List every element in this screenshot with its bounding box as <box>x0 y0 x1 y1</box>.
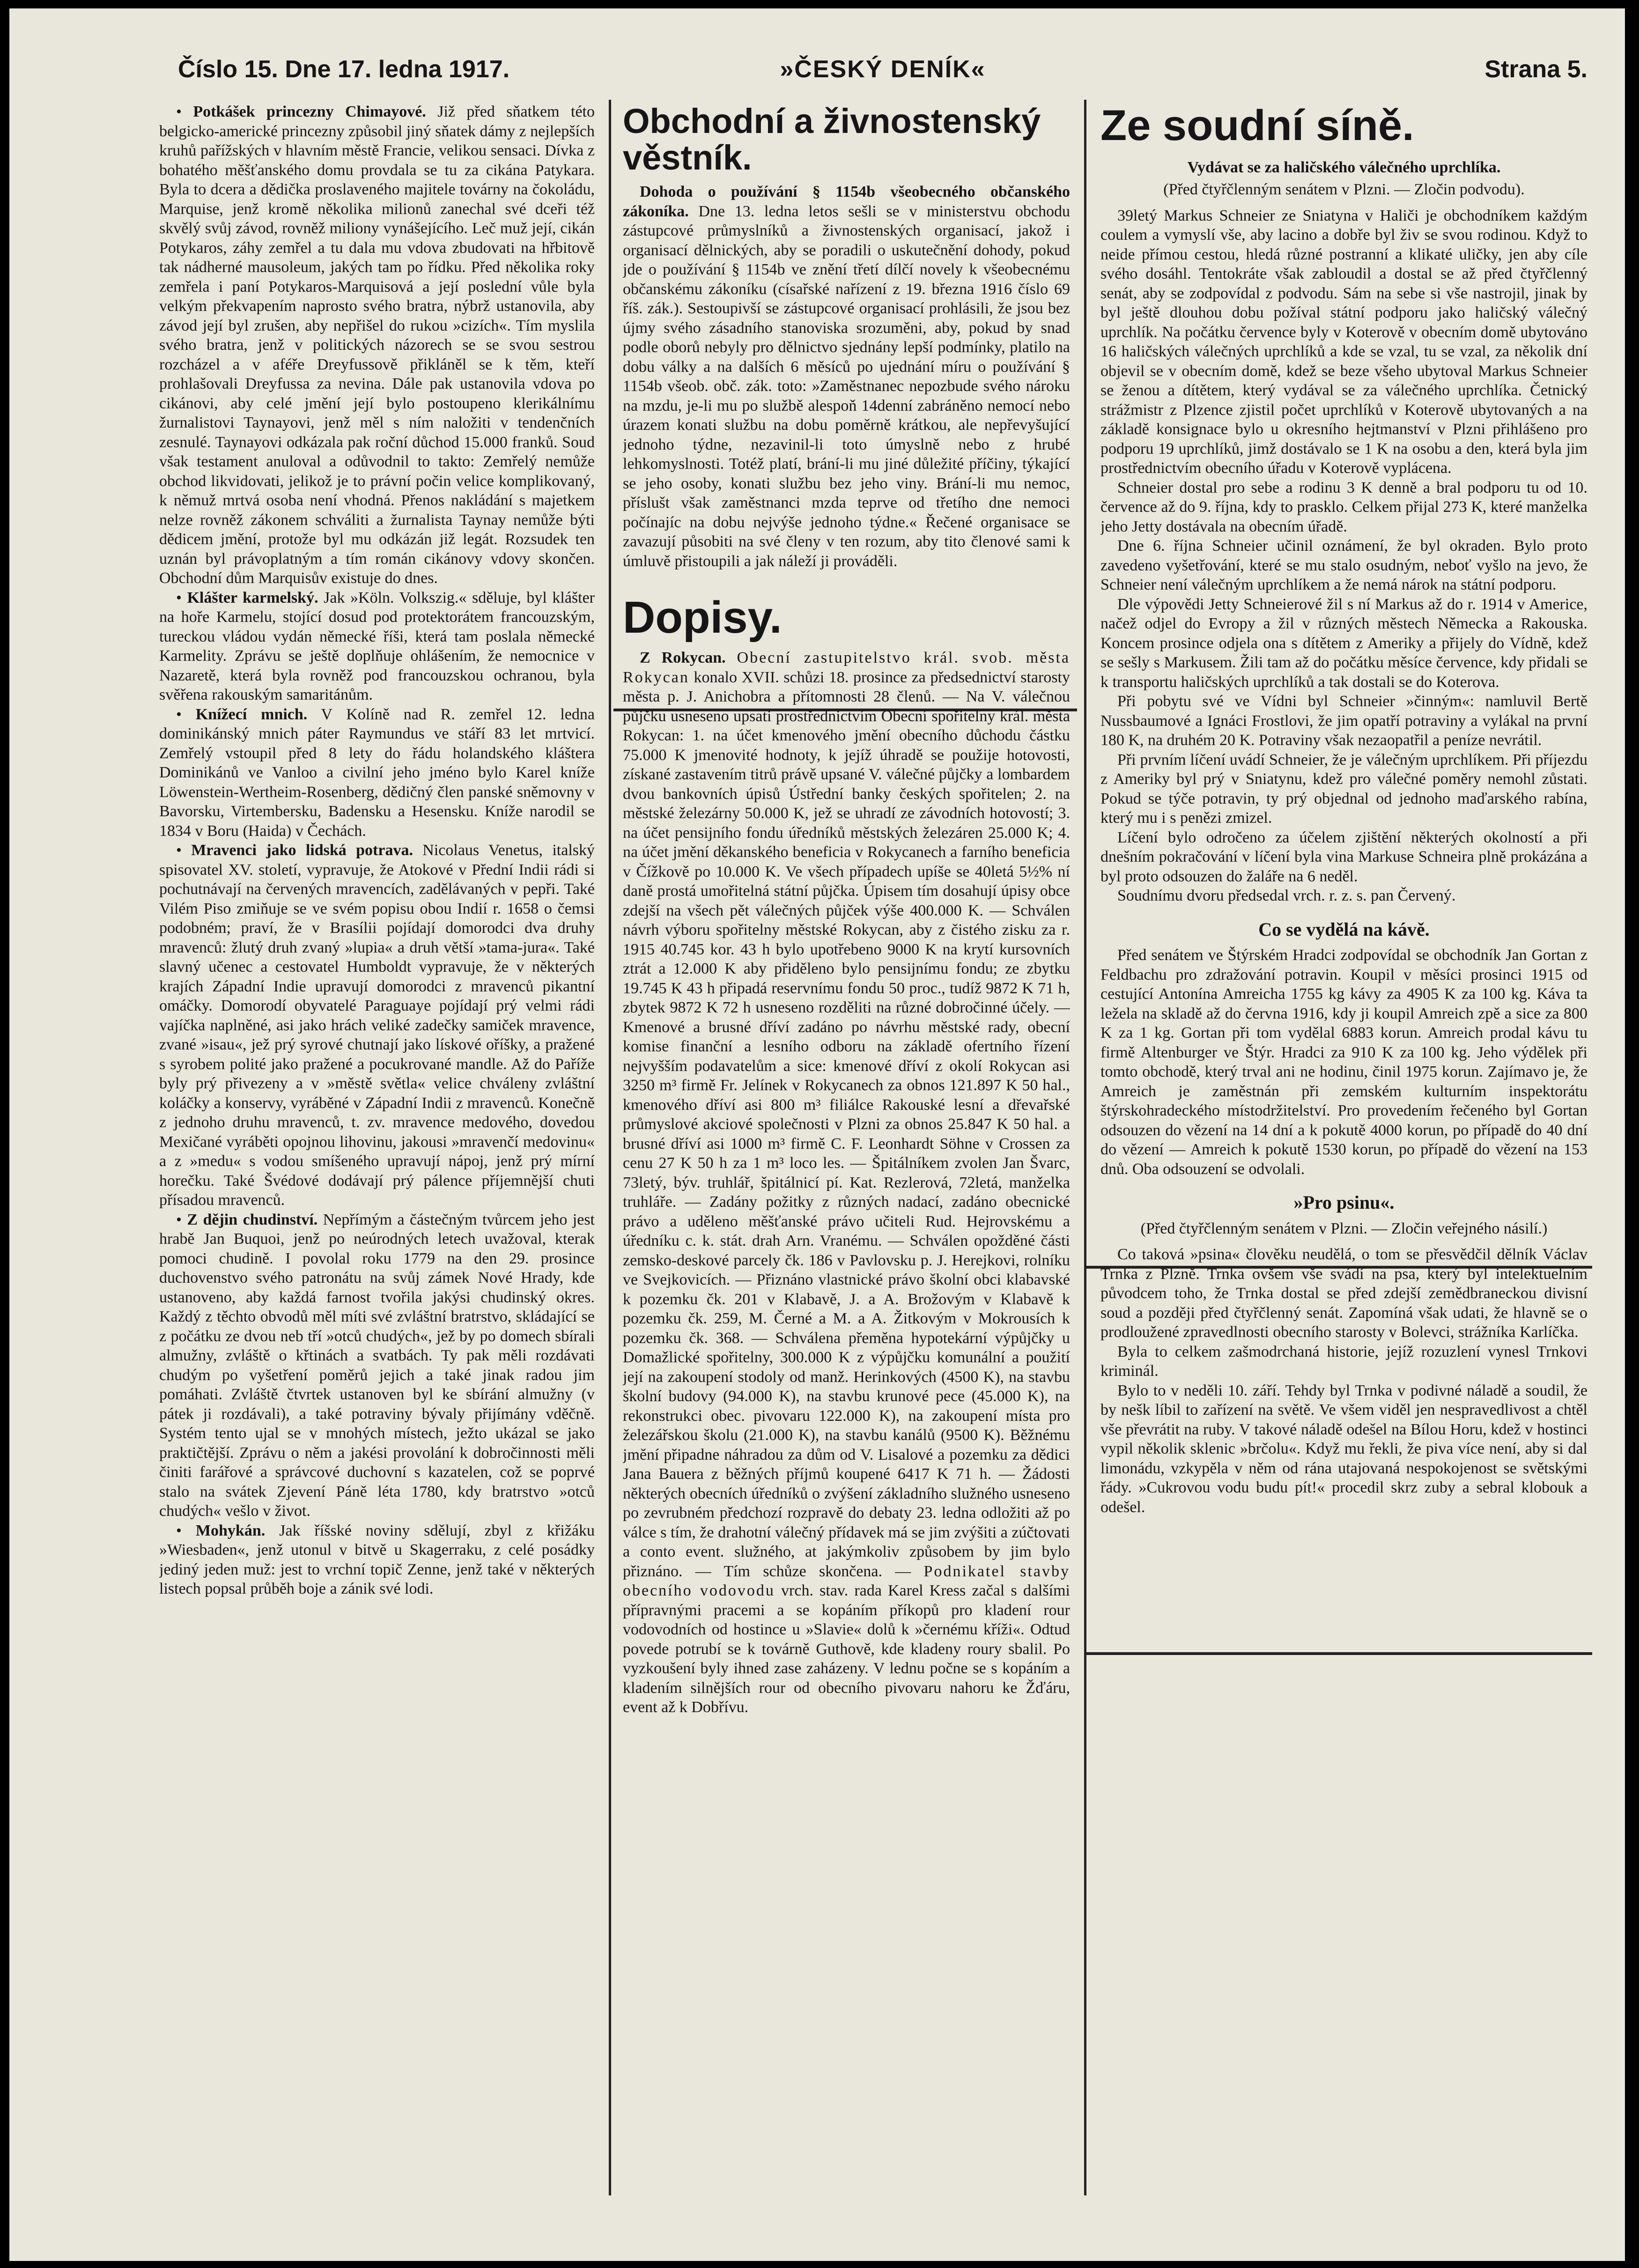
newspaper-masthead: »ČESKÝ DENÍK« <box>780 56 986 83</box>
article-paragraph: Bylo to v neděli 10. září. Tehdy byl Trnka v podivné náladě a soudil, že by nešk líbil to zařízení na světě. Ve všem viděl jen nespravedlivost a chtěl vše převrátit na ruby. V takové náladě odešel na Bílou Horu, kdež v hostinci vypil několik sklenic »brčolu«. Když mu řekli, že piva více není, aby si dal limonádu, vzkypěla v něm od rána utajovaná nespokojenost se světskými řády. »Cukrovou vodu budu pít!« procedil skrz zuby a sebral klobouk a odešel. <box>1100 1381 1587 1516</box>
section-heading: Ze soudní síně. <box>1100 102 1414 149</box>
article-title: Z dějin chudinství. <box>187 1211 318 1228</box>
article-paragraph: 39letý Markus Schneier ze Sniatyna v Haliči je obchodníkem každým coulem a vymyslí vše, aby lacino a dobře byl živ se svou rodinou. Když to neide přímou cestou, hledá různé postranní a klikaté uličky, jen aby cíle svého dosáhl. Tentokráte však zabloudil a dostal se až před čtyřčlenný senát, aby se zodpovídal z podvodu. Sám na sebe si vše nastrojil, jinak by byl ještě dlouhou dobu požíval státní podporu jako haličský válečný uprchlík. Na počátku července byly v Koterově v obecním domě ubytováno 16 haličských válečných uprchlíků a kde se vzal, tu se vzal, za několik dní objevil se v obecním domě, kdež se beze všeho ubytoval Markus Schneier se ženou a dítětem, který vydával se za válečného uprchlíka. Četnický strážmistr z Plzence zjistil počet uprchlíků v Koterově ubytovaných a na základě konsignace bylo u okresního hejtmanství v Plzni přihlášeno pro podporu 19 uprchlíků, jimž dostávalo se 1 K na osobu a den, která byla jim prostřednictvím obecního úřadu v Koterově vyplácena. <box>1100 207 1587 477</box>
article-paragraph: Před senátem ve Štýrském Hradci zodpovídal se obchodník Jan Gortan z Feldbachu pro zdražování potravin. Koupil v měsíci prosinci 1915 od cestující Antonína Amreicha 1755 kg kávy za 4905 K za 100 kg. Káva ta ležela na skladě až do června 1916, kdy ji koupil Amreich zpě a sice za 800 K za 1 kg. Gortan při tom vydělal 6883 korun. Amreich prodal kávu tu firmě Altenburger ve Štýr. Hradci za 910 K za 100 kg. Jeho výdělek při tomto obchodě, který trval ani ne hodinu, činil 1975 korun. Zajímavo je, že Amreich je zaměstnán při zemském kulturním inspektorátu štýrskohradeckého místodržitelství. Pro provedením řečeného byl Gortan odsouzen do vězení na 14 dní a k pokutě 4000 korun, po případě do 40 dní do vězení — Amreich k pokutě 1530 korun, po případě do vězení na 153 dnů. Oba odsouzení se odvolali. <box>1100 946 1587 1178</box>
article-title: Co se vydělá na kávě. <box>1258 918 1430 940</box>
article-paragraph: • Klášter karmelský. Jak »Köln. Volkszig.« sděluje, byl klášter na hoře Karmelu, stojící dosud pod protektorátem francouzským, tureckou vládou vydán německé říši, která tam poslala německé Karmelity. Zprávu se ještě doplňuje ohlášením, že nemocnice v Nazaretě, která byla rovněž pod francouzskou ochranou, byla svěřena rakouským samaritánům. <box>159 589 595 703</box>
article-title: Klášter karmelský. <box>187 589 318 606</box>
article-paragraph: • Potkášek princezny Chimayové. Již před sňatkem této belgicko-americké princezny způsobil jiný sňatek dámy z nejlepších kruhů pařížských v hlavním městě Francie, velikou sensaci. Dívka z bohatého měšťanského domu provdala se tu za cikána Patykara. Byla to dcera a dědička proslaveného majitele továrny na čokoládu, Marquise, jenž kromě několika milionů zanechal své dceři též skvělý svůj závod, rovněž miliony vynášejícího. Leč muž její, cikán Potykaros, záhy zemřel a tu dala mu vdova zbudovati na hřbitově tak nádherné mausoleum, jakých tam po řídku. Před několika roky zemřela i paní Potykaros-Marquisová a její poslední vůle byla velkým překvapením naprosto svého bratra, nýbrž ustanovila, aby závod její byl zrušen, aby nepřišel do rukou »cizích«. Tím myslila svého bratra, jenž v politických názorech se se svou sestrou rozcházel a v aféře Dreyfussově přikláněl se k těm, kteří prohlašovali Dreyfussa za nevina. Dále pak ustanovila vdova po cikánovi, aby celé jmění její bylo postoupeno klerikálnímu žurnalistovi Taynayovi, jenž měl s ním naložiti v tendenčních zesnulé. Taynayovi odkázala pak roční důchod 15.000 franků. Soud však testament anuloval a odůvodnil to takto: Zemřelý nemůže obchod likvidovati, jelikož je to právní počin velice komplikovaný, k němuž mrtvá osoba není vhodná. Přenos nakládání s majetkem nelze rovněž zákonem schváliti a žurnalista Taynay nemůže býti dědicem jmění, protože byl mu odkázán již legát. Rozsudek ten uznán byl právoplatným a tím román cikánovy vdovy skončen. Obchodní dům Marquisův existuje do dnes. <box>159 103 595 587</box>
article-paragraph: Schneier dostal pro sebe a rodinu 3 K denně a bral podporu tu od 10. července až do 9. října, kdy to prasklo. Celkem přijal 273 K, které manželka jeho Jetty dostávala na obecním úřadě. <box>1100 479 1587 535</box>
page-header <box>178 55 1587 97</box>
section-heading: Dopisy. <box>623 592 782 643</box>
article-paragraph <box>623 648 1070 1717</box>
column-rule <box>609 100 611 2195</box>
column-rule <box>1084 100 1086 2195</box>
article-paragraph: • Z dějin chudinství. Nepřímým a částečným tvůrcem jeho jest hrabě Jan Buquoi, jenž po neúrodných letech uvažoval, kterak pomoci chudině. I povolal roku 1779 na den 29. prosince duchovenstvo svého patronátu na svůj zámek Nové Hrady, kde ustanoveno, aby každá farnost tvořila jakýsi chudinský okres. Každý z těchto obvodů měl míti své zvláštní bratrstvo, skládající se z počátku ze dvou neb tří »otců chudých«, jež by po domech sbírali almužny, zvláště o křtinách a svatbách. Ty pak měli rozdávati chudým po vyšetření poměrů jejich a také jinak radou jim pomáhati. Zvláště čtvrtek ustanoven byl ke sbírání almužny (v pátek ji rozdávali), a také potraviny bývaly přijímány vděčně. Systém tento ujal se v mnohých místech, ježto ukázal se jako praktičtější. Zprávu o něm a jakési provolání k dobročinnosti měli činiti farářové a správcové duchovní s kazatelen, což se poprvé stalo na svátek Zjevení Páně léta 1780, kdy bratrstvo »otců chudých« vešlo v život. <box>159 1211 595 1520</box>
article-text: Nicolaus Venetus, italský spisovatel XV. století, vypravuje, že Atokové v Přední Indii rádi si pochutnávají na červených mravencích, zadělávaných v pepři. Také Vilém Piso zmiňuje se ve svém popisu obou Indií r. 1658 o čemsi podobném; praví, že v Brasílii pojídají domorodci dva druhy mravenců: žlutý druh zvaný »lupia« a druh větší »tama-jura«. Také slavný učenec a cestovatel Humboldt vypravuje, že v některých krajích Západní Indie upravují domorodci z mravenců pikantní omáčky. Domorodí obyvatelé Paraguaye pojídají prý velmi rádi vajíčka naplněné, asi jako hrách veliké zadečky samiček mravence, zvané »isau«, jež prý syrové chutnají jako lískové oříšky, a pražené s syrobem polité jako pražené a pocukrované mandle. Až do Paříže byly prý přivezeny a v »městě světla« velice chváleny zvláštní koláčky a konservy, vyráběné v Západní Indii z mravenců. Konečně z jednoho druhu mravenců, t. zv. mravence medového, dovedou Mexičané vyráběti opojnou lihovinu, jakousi »mravenčí medovinu« a z »medu« s vodou smíšeného upravují nápoj, jenž prý mírní horečku. Také Švédové dodávají prý pálence příjemnější chuti přísadou mravenců. <box>159 842 595 1209</box>
article-title: Mohykán. <box>195 1522 266 1539</box>
article-paragraph: • Knížecí mnich. V Kolíně nad R. zemřel 12. ledna dominikánský mnich páter Raymundus ve stáří 83 let mrtvicí. Zemřelý vstoupil před 8 lety do řádu holandského kláštera Dominikánů ve Vanloo a civilní jeho jméno bylo Karel kníže Löwenstein-Wertheim-Rosenberg, dědičný člen panské sněmovny v Bavorsku, Virtembersku, Badensku a Hesensku. Kníže narodil se 1834 v Boru (Haida) v Čechách. <box>159 705 595 840</box>
article-paragraph: Líčení bylo odročeno za účelem zjištění některých okolností a při dnešním pokračování v líčení byla vina Markuse Schneira plně prokázána a byl proto odsouzen do žaláře na 6 neděl. <box>1100 828 1587 885</box>
article-paragraph <box>623 182 1070 571</box>
court-note: (Před čtyřčlenným senátem v Plzni. — Zločin podvodu). <box>1163 181 1525 199</box>
article-paragraph: Při prvním líčení uvádí Schneier, že je válečným uprchlíkem. Při příjezdu z Ameriky byl prý v Sniatynu, kdež pro válečné poměry nemohl zůstati. Pokud se týče potravin, ty prý objednal od jednoho maďarského rabína, který mu i s penězi zmizel. <box>1100 751 1587 827</box>
article-title: Mravenci jako lidská potrava. <box>191 842 413 859</box>
article-text: Obecní zastupitelstvo král. svob. města Rokycan <box>623 649 1070 686</box>
article-paragraph: • Mravenci jako lidská potrava. Nicolaus Venetus, italský spisovatel XV. století, vypravuje, že Atokové v Přední Indii rádi si pochutnávají na červených mravencích, zadělávaných v pepři. Také Vilém Piso zmiňuje se ve svém popisu obou Indií r. 1658 o čemsi podobném; praví, že v Brasílii pojídají domorodci dva druhy mravenců: žlutý druh zvaný »lupia« a druh větší »tama-jura«. Také slavný učenec a cestovatel Humboldt vypravuje, že v některých krajích Západní Indie upravují domorodci z mravenců pikantní omáčky. Domorodí obyvatelé Paraguaye pojídají prý velmi rádi vajíčka naplněné, asi jako hrách veliké zadečky samiček mravence, zvané »isau«, jež prý syrové chutnají jako lískové oříšky, a pražené s syrobem polité jako pražené a pocukrované mandle. Až do Paříže byly prý přivezeny a v »městě světla« velice chváleny zvláštní koláčky a konservy, vyráběné v Západní Indii z mravenců. Konečně z jednoho druhu mravenců, t. zv. mravence medového, dovedou Mexičané vyráběti opojnou lihovinu, jakousi »mravenčí medovinu« a z »medu« s vodou smíšeného upravují nápoj, jenž prý mírní horečku. Také Švédové dodávají prý pálence příjemnější chuti přísadou mravenců. <box>159 842 595 1209</box>
article-text: Již před sňatkem této belgicko-americké princezny způsobil jiný sňatek dámy z nejlepších kruhů pařížských v hlavním městě Francie, velikou sensaci. Dívka z bohatého měšťanského domu provdala se tu za cikána Patykara. Byla to dcera a dědička proslaveného majitele továrny na čokoládu, Marquise, jenž kromě několika milionů zanechal své dceři též skvělý svůj závod, rovněž miliony vynášejícího. Leč muž její, cikán Potykaros, záhy zemřel a tu dala mu vdova zbudovati na hřbitově tak nádherné mausoleum, jakých tam po řídku. Před několika roky zemřela i paní Potykaros-Marquisová a její poslední vůle byla velkým překvapením naprosto svého bratra, nýbrž ustanovila, aby závod její byl zrušen, aby nepřišel do rukou »cizích«. Tím myslila svého bratra, jenž v politických názorech se se svou sestrou rozcházel a v aféře Dreyfussově přikláněl se k těm, kteří prohlašovali Dreyfussa za nevina. Dále pak ustanovila vdova po cikánovi, aby celé jmění její bylo postoupeno klerikálnímu žurnalistovi Taynayovi, jenž měl s ním naložiti v tendenčních zesnulé. Taynayovi odkázala pak roční důchod 15.000 franků. Soud však testament anuloval a odůvodnil to takto: Zemřelý nemůže obchod likvidovati, jelikož je to právní počin velice komplikovaný, k němuž mrtvá osoba není vhodná. Přenos nakládání s majetkem nelze rovněž zákonem schváliti a žurnalista Taynay nemůže býti dědicem jmění, protože byl mu odkázán již legát. Rozsudek ten uznán byl právoplatným a tím román cikánovy vdovy skončen. Obchodní dům Marquisův existuje do dnes. <box>159 103 595 587</box>
article-paragraph: Co taková »psina« člověku neudělá, o tom se přesvědčil dělník Václav Trnka z Plzně. Trnka ovšem vše svádí na psa, který byl intelektuelním původcem toho, že Trnka dostal se před zdejší zemědbraneckou divisní soud a později před čtyřčlenný senát. Zapomíná však udati, že hlavně se o prodloužené zpravedlnosti obecního starosty v Bolevci, strážníka Karlíčka. <box>1100 1246 1587 1341</box>
article-title: »Pro psinu«. <box>1293 1192 1395 1213</box>
article-paragraph: • Mohykán. Jak říšské noviny sdělují, zbyl z křižáku »Wiesbaden«, jenž utonul v bitvě u Skagerraku, z celé posádky jediný jeden muž: jest to vrchní topič Zenne, jenž také v některých listech popsal průběh boje a zánik své lodi. <box>159 1522 595 1597</box>
article-paragraph: Dle výpovědi Jetty Schneierové žil s ní Markus až do r. 1914 v Americe, načež odjel do Evropy a žil v různých městech Německa a Rakouska. Koncem prosince odjela ona s dítětem z Ameriky a přijely do Vídně, kdež se sešly s Markusem. Žili tam až do počátku měsíce července, kdy přidali se k transportu haličských uprchlíků a tak dostali se do Koterova. <box>1100 595 1587 691</box>
article-text: Jak říšské noviny sdělují, zbyl z křižáku »Wiesbaden«, jenž utonul v bitvě u Skagerraku, z celé posádky jediný jeden muž: jest to vrchní topič Zenne, jenž také v některých listech popsal průběh boje a zánik své lodi. <box>159 1522 595 1597</box>
article-title: Dohoda o používání § 1154b všeobecného občanského zákoníka. <box>623 183 1070 220</box>
column-1 <box>159 102 595 2191</box>
court-note: (Před čtyřčlenným senátem v Plzni. — Zločin veřejného násilí.) <box>1140 1219 1548 1237</box>
article-subtitle: Vydávat se za haličského válečného uprchlíka. <box>1187 158 1501 176</box>
article-title: Knížecí mnich. <box>195 705 308 723</box>
article-paragraph: Dne 6. října Schneier učinil oznámení, že byl okraden. Bylo proto zavedeno vyšetřování, které se mu stalo osudným, neboť vyšlo na jevo, že Schneier není válečným uprchlíkem a že nemá nárok na státní podporu. <box>1100 537 1587 594</box>
article-paragraph: Byla to celkem zašmodrchaná historie, jejíž rozuzlení vynesl Trnkovi kriminál. <box>1100 1343 1587 1380</box>
article-text: konalo XVII. schůzi 18. prosince za předsednictví starosty města p. J. Anichobra a přítomnosti 28 členů. — Na V. válečnou půjčku usneseno upsati prostřednictvím Obecní spořitelny král. města Rokycan: 1. na účet kmenového jmění obecního důchodu částku 75.000 K jmenovité hodnoty, k jejíž úhradě se použije hotovosti, získané zastavením titrů právě upsané V. válečné půjčky a lombardem dvou bankovních úpisů Ústřední banky českých spořitelen; 2. na městské železárny 50.000 K, jež se uhradí ze závodních hotovostí; 3. na účet pensijního fondu úředníků městských železáren 25.000 K; 4. na účet jmění děkanského beneficia v Rokycanech a farního beneficia v Čížkově po 10.000 K. Ve všech případech upíše se 40letá 5½% ní daně prostá umořitelná státní půjčka. Úpisem tím dosahují úpisy obce zdejší na všech pět válečných půjček výše 400.000 K. — Schválen návrh výboru spořitelny městské Rokycan, aby z čistého zisku za r. 1915 40.745 kor. 43 h bylo upotřebeno 9000 K na krytí kursovních ztrát a 12.000 K aby přiděleno bylo pensijnímu fondu; ze zbytku 19.745 K 43 h připadá reservnímu fondu 50 proc., tudíž 9872 K 71 h, zbytek 9872 K 72 h usneseno rozděliti na různé dobročinné účely. — Kmenové a brusné dříví zadáno po návrhu městské rady, obecní komise finanční a lesního odboru na základě ofertního řízení nejvyšším podavatelům a sice: kmenové dříví z okolí Rokycan asi 3250 m³ firmě Fr. Jelínek v Rokycanech za obnos 121.897 K 50 hal., kmenového dříví asi 800 m³ filiálce Rakouské lesní a dřevařské průmyslové akciové společnosti v Plzni za obnos 25.847 K 50 hal. a brusné dříví asi 1000 m³ firmě C. F. Leonhardt Söhne v Crossen za cenu 27 K 50 h za 1 m³ loco les. — Špitálníkem zvolen Jan Švarc, 73letý, býv. truhlář, špitálnicí pí. Kat. Rezlerová, 72letá, manželka truhláře. — Zadány požitky z různých nadací, zadáno obecnické právo a uděleno měšťanské právo učiteli Rud. Hejrovskému a úředníku c. k. stát. drah Arn. Vranému. — Schválen opožděné části zemsko-deskové parcely čk. 186 v Pavlovsku p. J. Herejkovi, rolníku ve Svejkovicích. — Přiznáno vlastnické právo školní obci klabavské k pozemku čk. 201 v Klabavě, J. a A. Brožovým v Klabavě k pozemku čk. 259, M. Černé a M. a A. Žitkovým v Mokrousích k pozemku čk. 368. — Schválena přeměna hypotekární výpůjčky u Domažlické spořitelny, 300.000 K z výpůjčku komunální a použití její na zakoupení stodoly od manž. Herinkových (4500 K), na stavbu školní budovy (94.000 K), na stavbu krunové pece (45.000 K), na rekonstrukci obec. pivovaru 122.000 K), na zakoupení místa pro železářskou školu (21.000 K), na stavbu kanálů (9500 K). Běžnému jmění připadne náhradou za dům od V. Lisalové a pozemku za dědici Jana Bauera z běžných příjmů koupené 6417 K 71 h. — Žádosti některých obecních úředníků o zvýšení základního služného usneseno po zevrubném předchozí rozpravě do debaty 23. ledna odložiti až po válce s tím, že drahotní válečný přídavek má se jim zvýšiti a zúčtovati a conto event. služného, at jakýmkoliv způsobem by jim bylo přiznáno. — Tím schůze skončena. — <box>623 668 1070 1580</box>
column-2 <box>623 102 1070 2191</box>
article-title: Z Rokycan. <box>640 649 726 667</box>
article-text: Dne 13. ledna letos sešli se v ministerstvu obchodu zástupcové průmyslníků a živnostenských organisací, jakož i organisací dělnických, aby se poradili o uskutečnění dohody, pokud jde o používání § 1154b ve znění třetí dílčí novely k všeobecnému občanskému zákoníku (císařské nařízení z 19. března 1916 číslo 69 říš. zák.). Sestoupivší se zástupcové organisací prohlásili, že jsou bez újmy svého zásadního stanoviska srozuměni, aby, pokud by snad podle oborů nebyly pro dělnictvo sjednány lepší podmínky, platilo na dobu války a na dalších 6 měsíců po ujednání míru o používání § 1154b všeob. obč. zák. toto: »Zaměstnanec nepozbude svého nároku na mzdu, je-li mu po službě alespoň 14denní zabráněno nemocí nebo úrazem konati službu na dobu poměrně krátkou, ale nepřevyšující jednoho týdne, nezavinil-li toto úmyslně nebo z hrubé lehkomyslnosti. Totéž platí, brání-li mu jiné důležité příčiny, týkající se jeho osoby, konati službu bez jeho viny. Brání-li mu nemoc, příslušt však zaměstnanci mzda teprve od třetího dne nemoci počínajíc na dobu nejvýše jednoho týdne.« Řečené organisace se zavazují působiti na své členy v ten rozum, aby tito členové sami k úmluvě přistoupili a jak náleží ji prováděli. <box>623 202 1070 570</box>
article-text: Podnikatel stavby obecního vodovodu <box>623 1562 1070 1600</box>
article-title: Potkášek princezny Chimayové. <box>193 103 426 120</box>
article-text: Jak »Köln. Volkszig.« sděluje, byl klášter na hoře Karmelu, stojící dosud pod protektorátem francouzským, tureckou vládou vydán německé říši, která tam poslala německé Karmelity. Zprávu se ještě doplňuje ohlášením, že nemocnice v Nazaretě, která byla rovněž pod francouzskou ochranou, byla svěřena rakouským samaritánům. <box>159 589 595 703</box>
article-paragraph: Při pobytu své ve Vídni byl Schneier »činným«: namluvil Bertě Nussbaumové a Ignáci Frostlovi, že jim opatří potraviny a vylákal na první 180 K, na druhém 20 K. Potraviny však nezaopatřil a peníze nevrátil. <box>1100 693 1587 749</box>
newspaper-page <box>9 8 1625 2261</box>
page-number: Strana 5. <box>1484 56 1587 83</box>
column-3 <box>1100 102 1587 2191</box>
article-paragraph: Soudnímu dvoru předsedal vrch. r. z. s. pan Červený. <box>1117 887 1456 905</box>
section-heading: Obchodní a živnostenský věstník. <box>623 102 1041 177</box>
article-text: V Kolíně nad R. zemřel 12. ledna dominikánský mnich páter Raymundus ve stáří 83 let mrtvicí. Zemřelý vstoupil před 8 lety do řádu holandského kláštera Dominikánů ve Vanloo a civilní jeho jméno bylo Karel kníže Löwenstein-Wertheim-Rosenberg, dědičný člen panské sněmovny v Bavorsku, Virtembersku, Badensku a Hesensku. Kníže narodil se 1834 v Boru (Haida) v Čechách. <box>159 705 595 840</box>
article-text: vrch. stav. rada Karel Kress začal s dalšími přípravnými pracemi a se kopáním příkopů pro kladení rour vodovodních od hostince u »Slavie« dolů k »černému kříži«. Odtud povede potrubí se k továrně Guthově, kde kladeny roury sbalil. Po vyzkoušení byly ihned zase zaházeny. V lednu počne se s kopáním a kladením silnějších rour od obecního pivovaru nahoru ke Žďáru, event až k Dobřívu. <box>623 1582 1070 1716</box>
issue-number-date: Číslo 15. Dne 17. ledna 1917. <box>178 56 510 83</box>
article-text: Nepřímým a částečným tvůrcem jeho jest hrabě Jan Buquoi, jenž po neúrodných letech uvažoval, kterak pomoci chudině. I povolal roku 1779 na den 29. prosince duchovenstvo svého patronátu na svůj zámek Nové Hrady, kde ustanoveno, aby každá farnost tvořila jakýsi chudinský okres. Každý z těchto obvodů měl míti své zvláštní bratrstvo, skládající se z počátku ze dvou neb tří »otců chudých«, jež by po domech sbírali almužny, zvláště o křtinách a svatbách. Ty pak měli rozdávati chudým po vyšetření poměrů jejich a také jinak radou jim pomáhati. Zvláště čtvrtek ustanoven byl ke sbírání almužny (v pátek ji rozdávali), a také potraviny bývaly přijímány vděčně. Systém tento ujal se v mnohých místech, ježto ukázal se jako praktičtější. Zprávu o něm a jakési provolání k dobročinnosti měli činiti farářové a správcové duchovní s kazatelen, což se poprvé stalo na svátek Zjevení Páně léta 1780, kdy bratrstvo »otců chudých« vešlo v život. <box>159 1211 595 1520</box>
